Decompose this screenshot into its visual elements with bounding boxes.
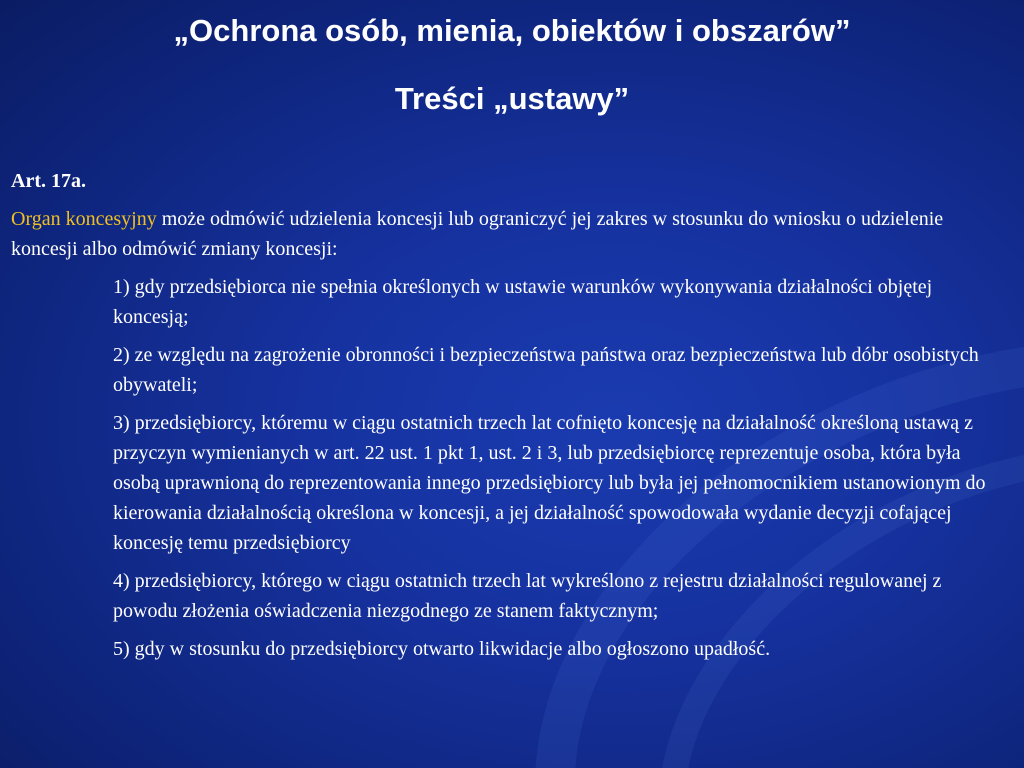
article-number: Art. 17a. bbox=[11, 170, 86, 192]
list-item-4: 4) przedsiębiorcy, którego w ciągu ostatnich trzech lat wykreślono z rejestru działalności regulowanej z powodu złożenia oświadczenia niezgodnego ze stanem faktycznym; bbox=[113, 570, 942, 622]
list-item-3: 3) przedsiębiorcy, któremu w ciągu ostatnich trzech lat cofnięto koncesję na działalność określoną ustawą z przyczyn wymienianych w art. 22 ust. 1 pkt 1, ust. 2 i 3, lub przedsiębiorcę reprezentuje osoba, która była osobą uprawnioną do reprezentowania innego przedsiębiorcy lub była jej pełnomocnikiem ustanowionym do kierowania działalnością określona w koncesji, a jej działalność spowodowała wydanie decyzji cofającej koncesję temu przedsiębiorcy bbox=[113, 412, 986, 554]
article-intro bbox=[11, 204, 1011, 264]
slide-subtitle: Treści „ustawy” bbox=[394, 81, 630, 116]
list-item-1: 1) gdy przedsiębiorca nie spełnia określonych w ustawie warunków wykonywania działalności objętej koncesją; bbox=[113, 276, 933, 328]
list-item-2: 2) ze względu na zagrożenie obronności i bezpieczeństwa państwa oraz bezpieczeństwa lub dóbr osobistych obywateli; bbox=[113, 344, 979, 396]
list-item-5: 5) gdy w stosunku do przedsiębiorcy otwarto likwidacje albo ogłoszono upadłość. bbox=[113, 638, 771, 660]
article-intro-text: może odmówić udzielenia koncesji lub ograniczyć jej zakres w stosunku do wniosku o udzielenie koncesji albo odmówić zmiany koncesji: bbox=[11, 208, 944, 260]
slide-content bbox=[11, 166, 1011, 672]
organ-koncesyjny-highlight: Organ koncesyjny bbox=[11, 208, 157, 230]
slide-title: „Ochrona osób, mienia, obiektów i obszarów” bbox=[173, 13, 851, 48]
